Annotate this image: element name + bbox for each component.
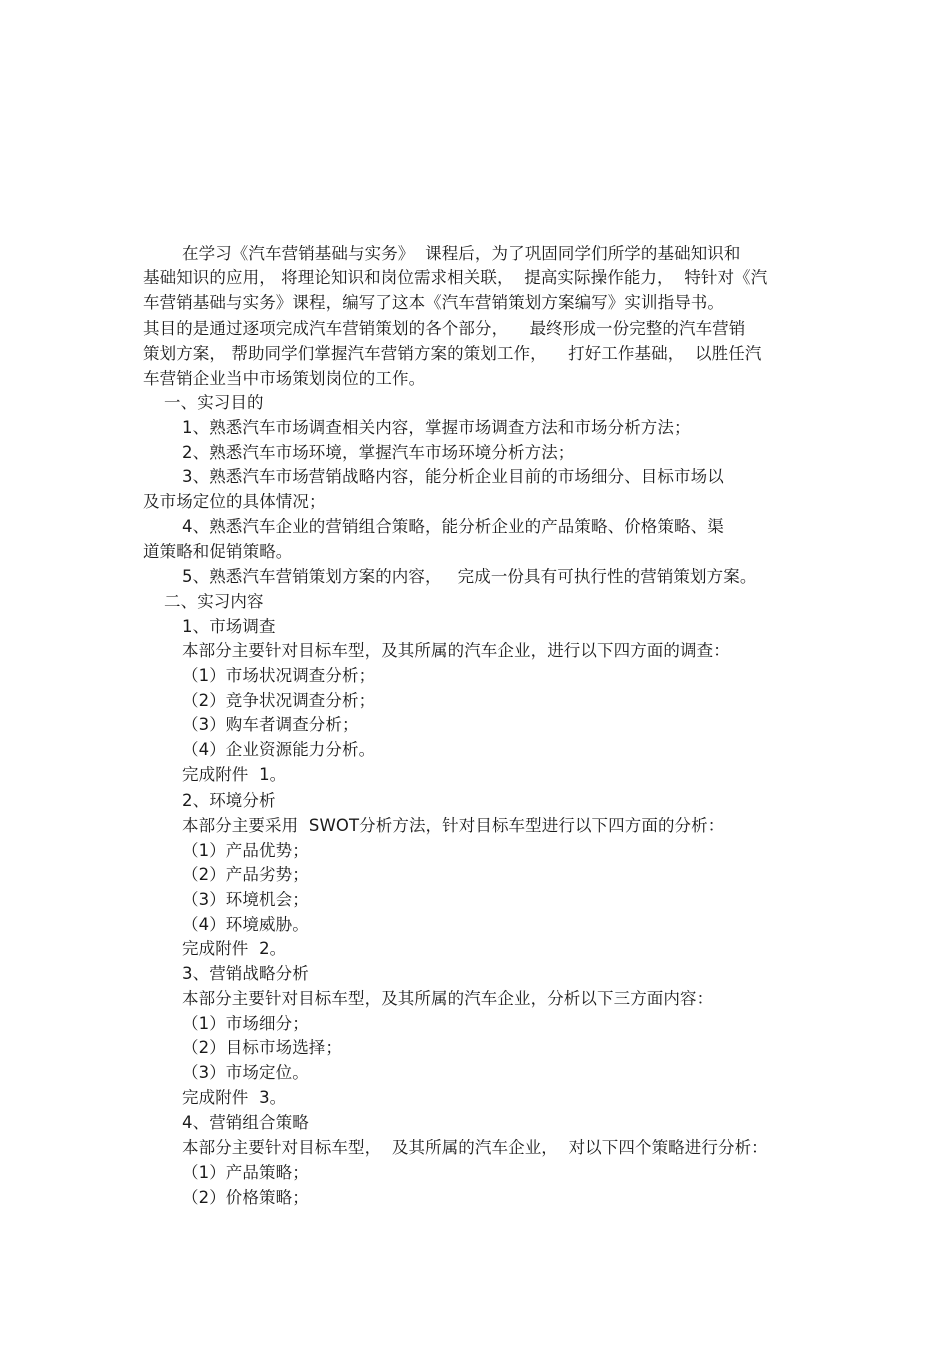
- part-list-item: （1）产品优势；: [182, 841, 309, 860]
- part-list-item: （2）目标市场选择；: [182, 1038, 342, 1057]
- intro-line: 其目的是通过逐项完成汽车营销策划的各个部分， 最终形成一份完整的汽车营销: [143, 319, 746, 338]
- intro-line: 车营销基础与实务》课程，编写了这本《汽车营销策划方案编写》实训指导书。: [143, 293, 724, 312]
- objective-item: 2、熟悉汽车市场环境，掌握汽车市场环境分析方法；: [182, 443, 575, 462]
- objective-item-continued: 道策略和促销策略。: [143, 542, 293, 561]
- part-title: 2、环境分析: [182, 791, 276, 810]
- part-list-item: （1）市场细分；: [182, 1014, 309, 1033]
- part-list-item: （2）竞争状况调查分析；: [182, 691, 376, 710]
- part-description: 本部分主要采用 SWOT分析方法，针对目标车型进行以下四方面的分析：: [182, 816, 725, 835]
- part-title: 4、营销组合策略: [182, 1113, 309, 1132]
- part-attachment: 完成附件 3。: [182, 1088, 287, 1107]
- part-list-item: （3）市场定位。: [182, 1063, 309, 1082]
- part-title: 3、营销战略分析: [182, 964, 309, 983]
- section-heading: 一、实习目的: [164, 393, 264, 412]
- part-list-item: （1）产品策略；: [182, 1163, 309, 1182]
- part-description: 本部分主要针对目标车型， 及其所属的汽车企业， 对以下四个策略进行分析：: [182, 1138, 768, 1157]
- objective-item: 5、熟悉汽车营销策划方案的内容， 完成一份具有可执行性的营销策划方案。: [182, 567, 757, 586]
- part-title: 1、市场调查: [182, 617, 276, 636]
- part-list-item: （3）环境机会；: [182, 890, 309, 909]
- section-heading: 二、实习内容: [164, 592, 264, 611]
- part-list-item: （4）企业资源能力分析。: [182, 740, 376, 759]
- objective-item: 4、熟悉汽车企业的营销组合策略，能分析企业的产品策略、价格策略、渠: [182, 517, 724, 536]
- objective-item: 1、熟悉汽车市场调查相关内容，掌握市场调查方法和市场分析方法；: [182, 418, 691, 437]
- part-list-item: （4）环境威胁。: [182, 915, 309, 934]
- part-description: 本部分主要针对目标车型，及其所属的汽车企业，分析以下三方面内容：: [182, 989, 714, 1008]
- intro-line: 车营销企业当中市场策划岗位的工作。: [143, 369, 426, 388]
- part-list-item: （2）价格策略；: [182, 1188, 309, 1207]
- objective-item-continued: 及市场定位的具体情况；: [143, 492, 326, 511]
- part-list-item: （2）产品劣势；: [182, 865, 309, 884]
- part-description: 本部分主要针对目标车型，及其所属的汽车企业，进行以下四方面的调查：: [182, 641, 730, 660]
- part-list-item: （3）购车者调查分析；: [182, 715, 359, 734]
- part-attachment: 完成附件 1。: [182, 765, 287, 784]
- part-attachment: 完成附件 2。: [182, 939, 287, 958]
- intro-line: 在学习《汽车营销基础与实务》 课程后，为了巩固同学们所学的基础知识和: [182, 244, 741, 263]
- intro-line: 基础知识的应用， 将理论知识和岗位需求相关联， 提高实际操作能力， 特针对《汽: [143, 268, 768, 287]
- part-list-item: （1）市场状况调查分析；: [182, 666, 376, 685]
- intro-line: 策划方案， 帮助同学们掌握汽车营销方案的策划工作， 打好工作基础， 以胜任汽: [143, 344, 762, 363]
- objective-item: 3、熟悉汽车市场营销战略内容，能分析企业目前的市场细分、目标市场以: [182, 467, 724, 486]
